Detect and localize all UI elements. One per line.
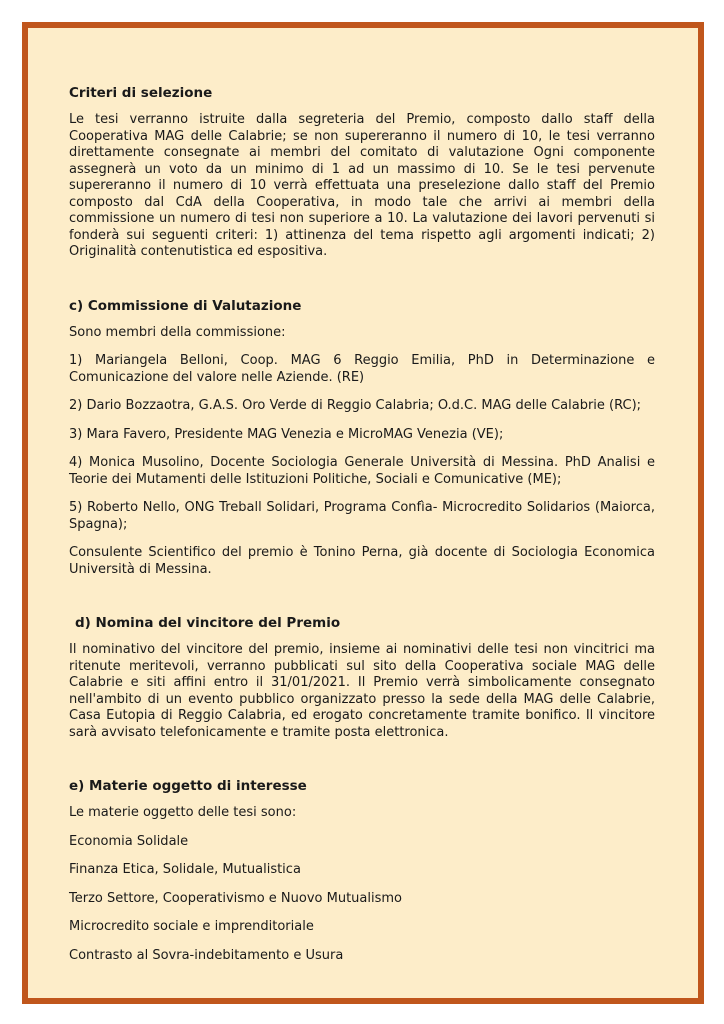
commissione-consultant: Consulente Scientifico del premio è Tonino Perna, già docente di Sociologia Economica Università di Messina.: [69, 545, 655, 577]
materie-item: Contrasto al Sovra-indebitamento e Usura: [69, 947, 344, 963]
page-frame: [22, 22, 704, 1004]
commissione-member: 1) Mariangela Belloni, Coop. MAG 6 Reggio Emilia, PhD in Determinazione e Comunicazione del valore nelle Aziende. (RE): [69, 353, 655, 385]
materie-item: Economia Solidale: [69, 833, 189, 849]
commissione-member: 2) Dario Bozzaotra, G.A.S. Oro Verde di Reggio Calabria; O.d.C. MAG delle Calabrie (RC);: [69, 398, 642, 413]
materie-heading: e) Materie oggetto di interesse: [69, 778, 307, 794]
commissione-member: 4) Monica Musolino, Docente Sociologia Generale Università di Messina. PhD Analisi e Teorie dei Mutamenti delle Istituzioni Politiche, Sociali e Comunicative (ME);: [69, 455, 655, 487]
document-content: [69, 84, 655, 964]
materie-item: Microcredito sociale e imprenditoriale: [69, 919, 314, 934]
commissione-member: 5) Roberto Nello, ONG Treball Solidari, Programa Confìa- Microcredito Solidarios (Maiorca, Spagna);: [69, 500, 655, 532]
commissione-member: 3) Mara Favero, Presidente MAG Venezia e MicroMAG Venezia (VE);: [69, 426, 504, 442]
commissione-heading: c) Commissione di Valutazione: [69, 297, 302, 314]
materie-item: Finanza Etica, Solidale, Mutualistica: [69, 862, 301, 877]
commissione-intro: Sono membri della commissione:: [69, 324, 286, 340]
nomina-body: Il nominativo del vincitore del premio, insieme ai nominativi delle tesi non vincitrici ma ritenute meritevoli, verranno pubblicati sul sito della Cooperativa sociale MAG delle Calabrie e siti affini entro il 31/01/2021. Il Premio verrà simbolicamente consegnato nell'ambito di un evento pubblico organizzato presso la sede della MAG delle Calabrie, Casa Eutopia di Reggio Calabria, ed erogato concretamente tramite bonifico. Il vincitore sarà avvisato telefonicamente e tramite posta elettronica.: [69, 642, 655, 740]
nomina-heading: d) Nomina del vincitore del Premio: [75, 615, 341, 631]
criteri-body: Le tesi verranno istruite dalla segreteria del Premio, composto dallo staff della Cooperativa MAG delle Calabrie; se non supereranno il numero di 10, le tesi verranno direttamente consegnate ai membri del comitato di valutazione Ogni componente assegnerà un voto da un minimo di 1 ad un massimo di 10. Se le tesi pervenute supereranno il numero di 10 verrà effettuata una preselezione dallo staff del Premio composto dal CdA della Cooperativa, in modo tale che arrivi ai membri della commissione un numero di tesi non superiore a 10. La valutazione dei lavori pervenuti si fonderà sui seguenti criteri: 1) attinenza del tema rispetto agli argomenti indicati; 2) Originalità contenutistica ed espositiva.: [69, 112, 655, 259]
criteri-heading: Criteri di selezione: [69, 85, 213, 101]
materie-intro: Le materie oggetto delle tesi sono:: [69, 805, 297, 820]
materie-item: Terzo Settore, Cooperativismo e Nuovo Mutualismo: [69, 890, 402, 906]
